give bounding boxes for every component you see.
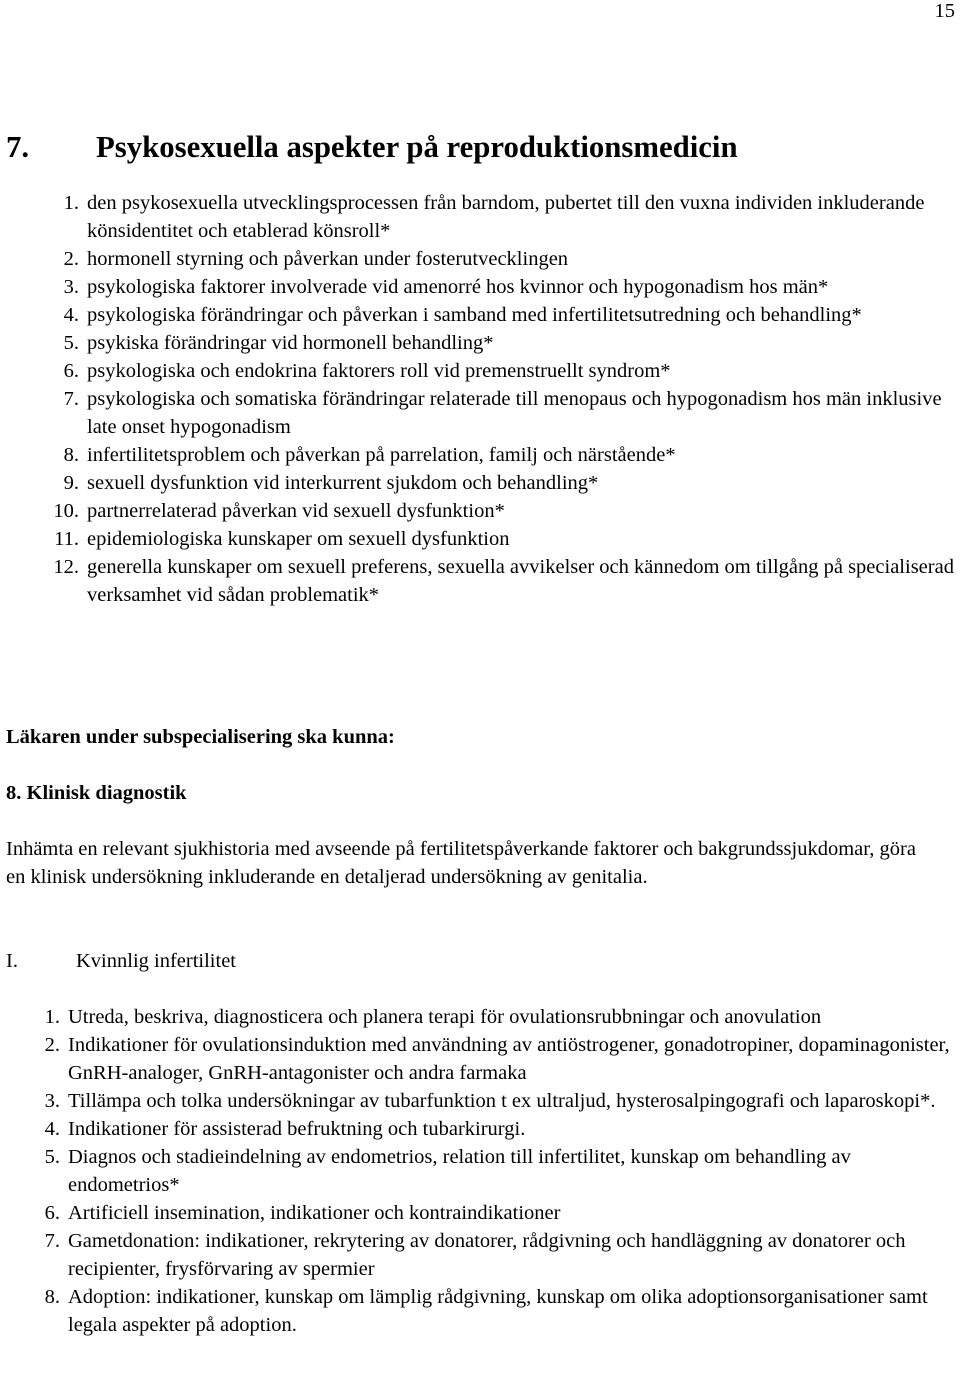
item-text: Tillämpa och tolka undersökningar av tubarfunktion t ex ultraljud, hysterosalpingografi och laparoskopi*. (68, 1090, 936, 1112)
item-number: 10. (53, 500, 79, 522)
item-number: 3. (44, 1090, 60, 1112)
list-item (0, 469, 960, 497)
item-number: 5. (44, 1146, 60, 1168)
list-item (0, 1227, 960, 1283)
item-number: 3. (63, 276, 79, 298)
item-text: Gametdonation: indikationer, rekrytering av donatorer, rådgivning och handläggning av donatorer och recipienter, frysförvaring av spermier (68, 1230, 906, 1280)
item-number: 4. (44, 1118, 60, 1140)
subspecialisation-heading: Läkaren under subspecialisering ska kunna: (6, 726, 395, 748)
list-item (0, 1003, 960, 1031)
item-text: Indikationer för ovulationsinduktion med användning av antiöstrogener, gonadotropiner, dopaminagonister, GnRH-analoger, GnRH-antagonister och andra farmaka (68, 1034, 950, 1084)
section-7-number: 7. (6, 130, 30, 164)
list-item (0, 1143, 960, 1199)
item-number: 7. (63, 388, 79, 410)
section-7-title: Psykosexuella aspekter på reproduktionsmedicin (96, 130, 738, 164)
subspecialisation-block (0, 723, 960, 751)
section-7-heading (0, 130, 960, 164)
list-item (0, 357, 960, 385)
list-item (0, 441, 960, 469)
list-item (0, 385, 960, 441)
subsection-title: Kvinnlig infertilitet (76, 950, 236, 972)
item-number: 7. (44, 1230, 60, 1252)
item-text: Utreda, beskriva, diagnosticera och planera terapi för ovulationsrubbningar och anovulation (68, 1006, 822, 1028)
item-text: infertilitetsproblem och påverkan på parrelation, familj och närstående* (87, 444, 676, 466)
section-8-title: 8. Klinisk diagnostik (6, 782, 187, 804)
item-number: 6. (63, 360, 79, 382)
item-text: partnerrelaterad påverkan vid sexuell dysfunktion* (87, 500, 505, 522)
list-item (0, 1115, 960, 1143)
item-number: 2. (44, 1034, 60, 1056)
item-number: 5. (63, 332, 79, 354)
list-item (0, 245, 960, 273)
item-number: 11. (54, 528, 79, 550)
list-item (0, 273, 960, 301)
section-8 (0, 779, 960, 807)
item-text: Adoption: indikationer, kunskap om lämplig rådgivning, kunskap om olika adoptionsorganisationer samt legala aspekter på adoption. (68, 1286, 928, 1336)
item-number: 1. (44, 1006, 60, 1028)
subsection-number: I. (6, 950, 18, 972)
item-number: 12. (53, 556, 79, 578)
item-text: epidemiologiska kunskaper om sexuell dysfunktion (87, 528, 510, 550)
list-item (0, 497, 960, 525)
item-text: hormonell styrning och påverkan under fosterutvecklingen (87, 248, 569, 270)
item-text: Diagnos och stadieindelning av endometrios, relation till infertilitet, kunskap om behandling av endometrios* (68, 1146, 851, 1196)
item-number: 6. (44, 1202, 60, 1224)
list-item (0, 1031, 960, 1087)
section-7-list-wrap (0, 189, 960, 609)
section-8-intro: Inhämta en relevant sjukhistoria med avseende på fertilitetspåverkande faktorer och bakgrundssjukdomar, göra en klinisk undersökning inkluderande en detaljerad undersökning av genitalia. (6, 838, 916, 888)
list-item (0, 329, 960, 357)
list-item (0, 301, 960, 329)
item-text: psykiska förändringar vid hormonell behandling* (87, 332, 494, 354)
item-text: generella kunskaper om sexuell preferens, sexuella avvikelser och kännedom om tillgång på specialiserad verksamhet vid sådan problematik* (87, 556, 954, 606)
item-text: psykologiska och endokrina faktorers roll vid premenstruellt syndrom* (87, 360, 671, 382)
subsection-I (0, 947, 960, 975)
item-number: 8. (44, 1286, 60, 1308)
list-item (0, 553, 960, 609)
list-item (0, 525, 960, 553)
list-item (0, 189, 960, 245)
subsection-list-wrap (0, 1003, 960, 1339)
item-text: den psykosexuella utvecklingsprocessen från barndom, pubertet till den vuxna individen inkluderande könsidentitet och etablerad könsroll* (87, 192, 925, 242)
item-text: Indikationer för assisterad befruktning och tubarkirurgi. (68, 1118, 526, 1140)
item-number: 4. (63, 304, 79, 326)
item-text: psykologiska förändringar och påverkan i samband med infertilitetsutredning och behandling* (87, 304, 862, 326)
item-number: 9. (63, 472, 79, 494)
item-text: sexuell dysfunktion vid interkurrent sjukdom och behandling* (87, 472, 599, 494)
list-item (0, 1283, 960, 1339)
item-text: psykologiska och somatiska förändringar relaterade till menopaus och hypogonadism hos män inklusive late onset hypogonadism (87, 388, 942, 438)
item-text: psykologiska faktorer involverade vid amenorré hos kvinnor och hypogonadism hos män* (87, 276, 829, 298)
section-7-list (0, 189, 960, 609)
list-item (0, 1087, 960, 1115)
item-number: 2. (63, 248, 79, 270)
section-7 (0, 130, 960, 164)
item-number: 1. (63, 192, 79, 214)
subsection-list (0, 1003, 960, 1339)
item-number: 8. (63, 444, 79, 466)
list-item (0, 1199, 960, 1227)
subsection-heading (0, 947, 960, 975)
page-number: 15 (934, 0, 955, 22)
item-text: Artificiell insemination, indikationer och kontraindikationer (68, 1202, 561, 1224)
section-8-intro-wrap (0, 835, 960, 891)
